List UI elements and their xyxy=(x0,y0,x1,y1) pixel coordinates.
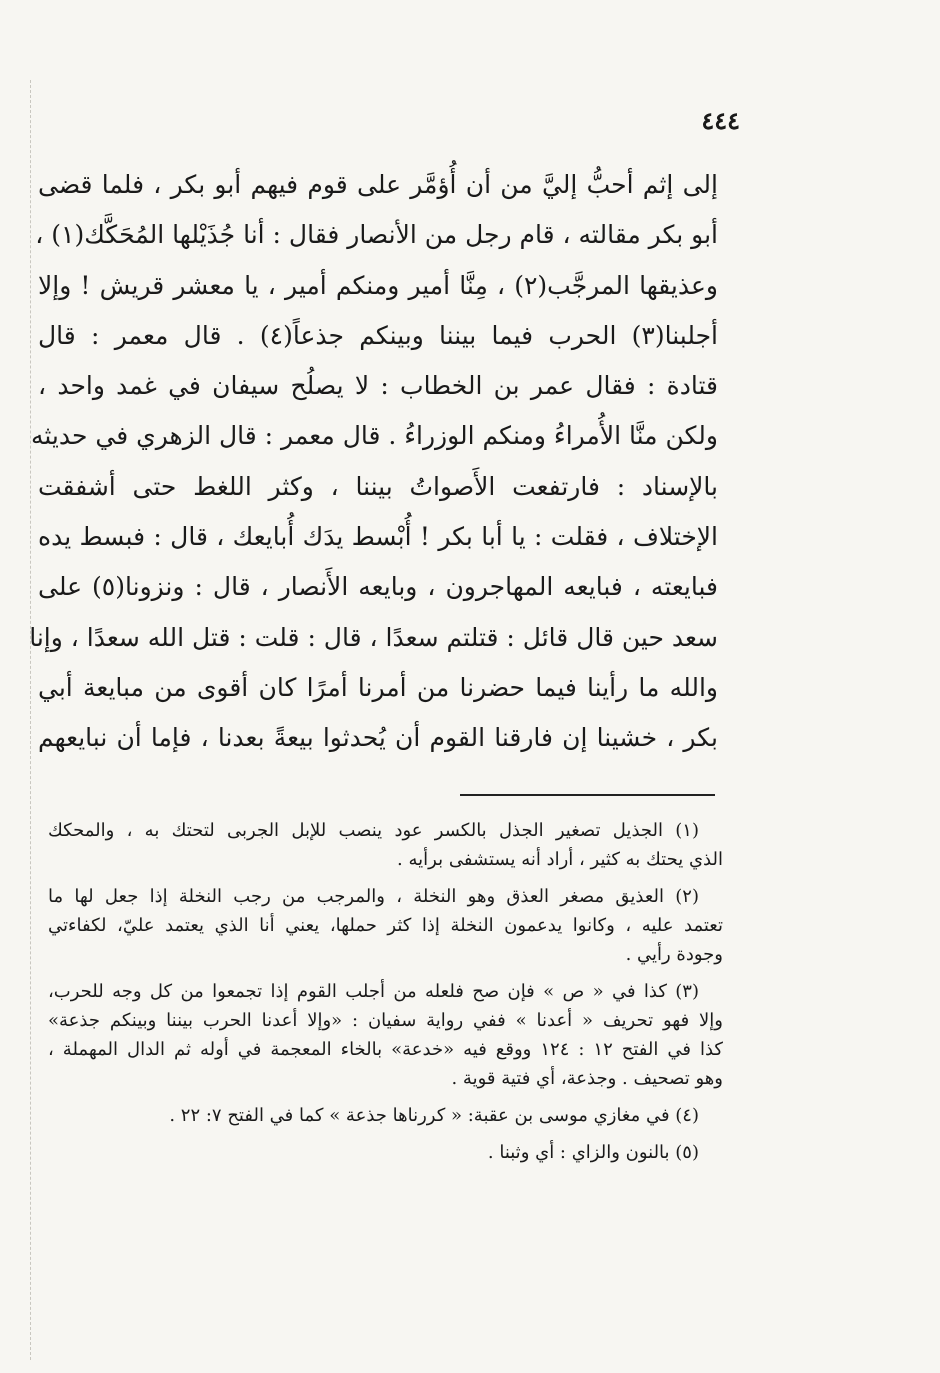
footnote-1 xyxy=(48,816,723,874)
footnote-line: وجودة رأيي . xyxy=(625,944,723,965)
footnote-line: كذا في الفتح ١٢ : ١٢٤ ووقع فيه «خدعة» بالخاء المعجمة في أوله ثم الدال المهملة ، xyxy=(48,1039,723,1060)
footnote-line: (٤) في مغازي موسى بن عقبة: « كررناها جذعة » كما في الفتح ٧: ٢٢ . xyxy=(169,1105,699,1126)
main-text-line: الإختلاف ، فقلت : يا أبا بكر ! أُبْسط يدَك أُبايعك ، قال : فبسط يده xyxy=(38,522,718,552)
footnote-line: تعتمد عليه ، وكانوا يدعمون النخلة إذا كثر حملها، يعني أنا الذي يعتمد عليّ، لكفاءتي xyxy=(48,915,723,936)
footnote-line: (٥) بالنون والزاي : أي وثبنا . xyxy=(487,1142,699,1163)
page-number: ٤٤٤ xyxy=(701,106,740,135)
footnote-line: (٢) العذيق مصغر العذق وهو النخلة ، والمرجب من رجب النخلة إذا جعل لها ما xyxy=(48,886,699,907)
footnote-5 xyxy=(48,1138,723,1167)
main-text-line: أبو بكر مقالته ، قام رجل من الأنصار فقال : أنا جُذَيْلها المُحَكَّك(١) ، xyxy=(35,220,718,250)
footnote-line: الذي يحتك به كثير ، أراد أنه يستشفى برأيه . xyxy=(397,849,723,870)
main-text-line: سعد حين قال قائل : قتلتم سعدًا ، قال : قلت : قتل الله سعدًا ، وإنا xyxy=(29,622,718,652)
footnote-line: وإلا فهو تحريف « أعدنا » ففي رواية سفيان : «وإلا أعدنا الحرب بيننا وبينكم جذعة» xyxy=(48,1010,723,1031)
main-text-line: فبايعته ، فبايعه المهاجرون ، وبايعه الأَنصار ، قال : ونزونا(٥) على xyxy=(38,572,718,602)
binding-margin-line xyxy=(30,80,31,1360)
main-text-line: قتادة : فقال عمر بن الخطاب : لا يصلُح سيفان في غمد واحد ، xyxy=(38,371,718,401)
main-text-line: وعذيقها المرجَّب(٢) ، مِنَّا أمير ومنكم أمير ، يا معشر قريش ! وإلا xyxy=(38,270,719,300)
main-text-line: بكر ، خشينا إن فارقنا القوم أن يُحدثوا بيعةً بعدنا ، فإما أن نبايعهم xyxy=(38,723,718,753)
footnote-line: (١) الجذيل تصغير الجذل بالكسر عود ينصب للإبل الجربى لتحتك به ، والمحكك xyxy=(48,820,699,841)
main-text-line: إلى إثم أحبُّ إليَّ من أن أُؤمَّر على قوم فيهم أبو بكر ، فلما قضى xyxy=(38,170,718,199)
footnote-line: وهو تصحيف . وجذعة، أي فتية قوية . xyxy=(451,1068,723,1089)
footnotes xyxy=(48,816,723,1175)
main-text xyxy=(29,160,719,764)
main-text-line: ولكن منَّا الأُمراءُ ومنكم الوزراءُ . قال معمر : قال الزهري في حديثه xyxy=(30,421,718,451)
footnote-separator xyxy=(460,794,715,796)
footnote-2 xyxy=(48,882,723,969)
main-text-line: بالإسناد : فارتفعت الأَصواتُ بيننا ، وكثر اللغط حتى أشفقت xyxy=(38,471,718,501)
main-text-line: أجلبنا(٣) الحرب فيما بيننا وبينكم جذعاً(٤) . قال معمر : قال xyxy=(38,320,718,350)
footnote-line: (٣) كذا في « ص » فإن صح فلعله من أجلب القوم إذا تجمعوا من كل وجه للحرب، xyxy=(48,981,699,1002)
footnote-4 xyxy=(48,1101,723,1130)
footnote-3 xyxy=(48,977,723,1093)
main-text-line: والله ما رأينا فيما حضرنا من أمرنا أمرًا كان أقوى من مبايعة أبي xyxy=(38,672,718,702)
